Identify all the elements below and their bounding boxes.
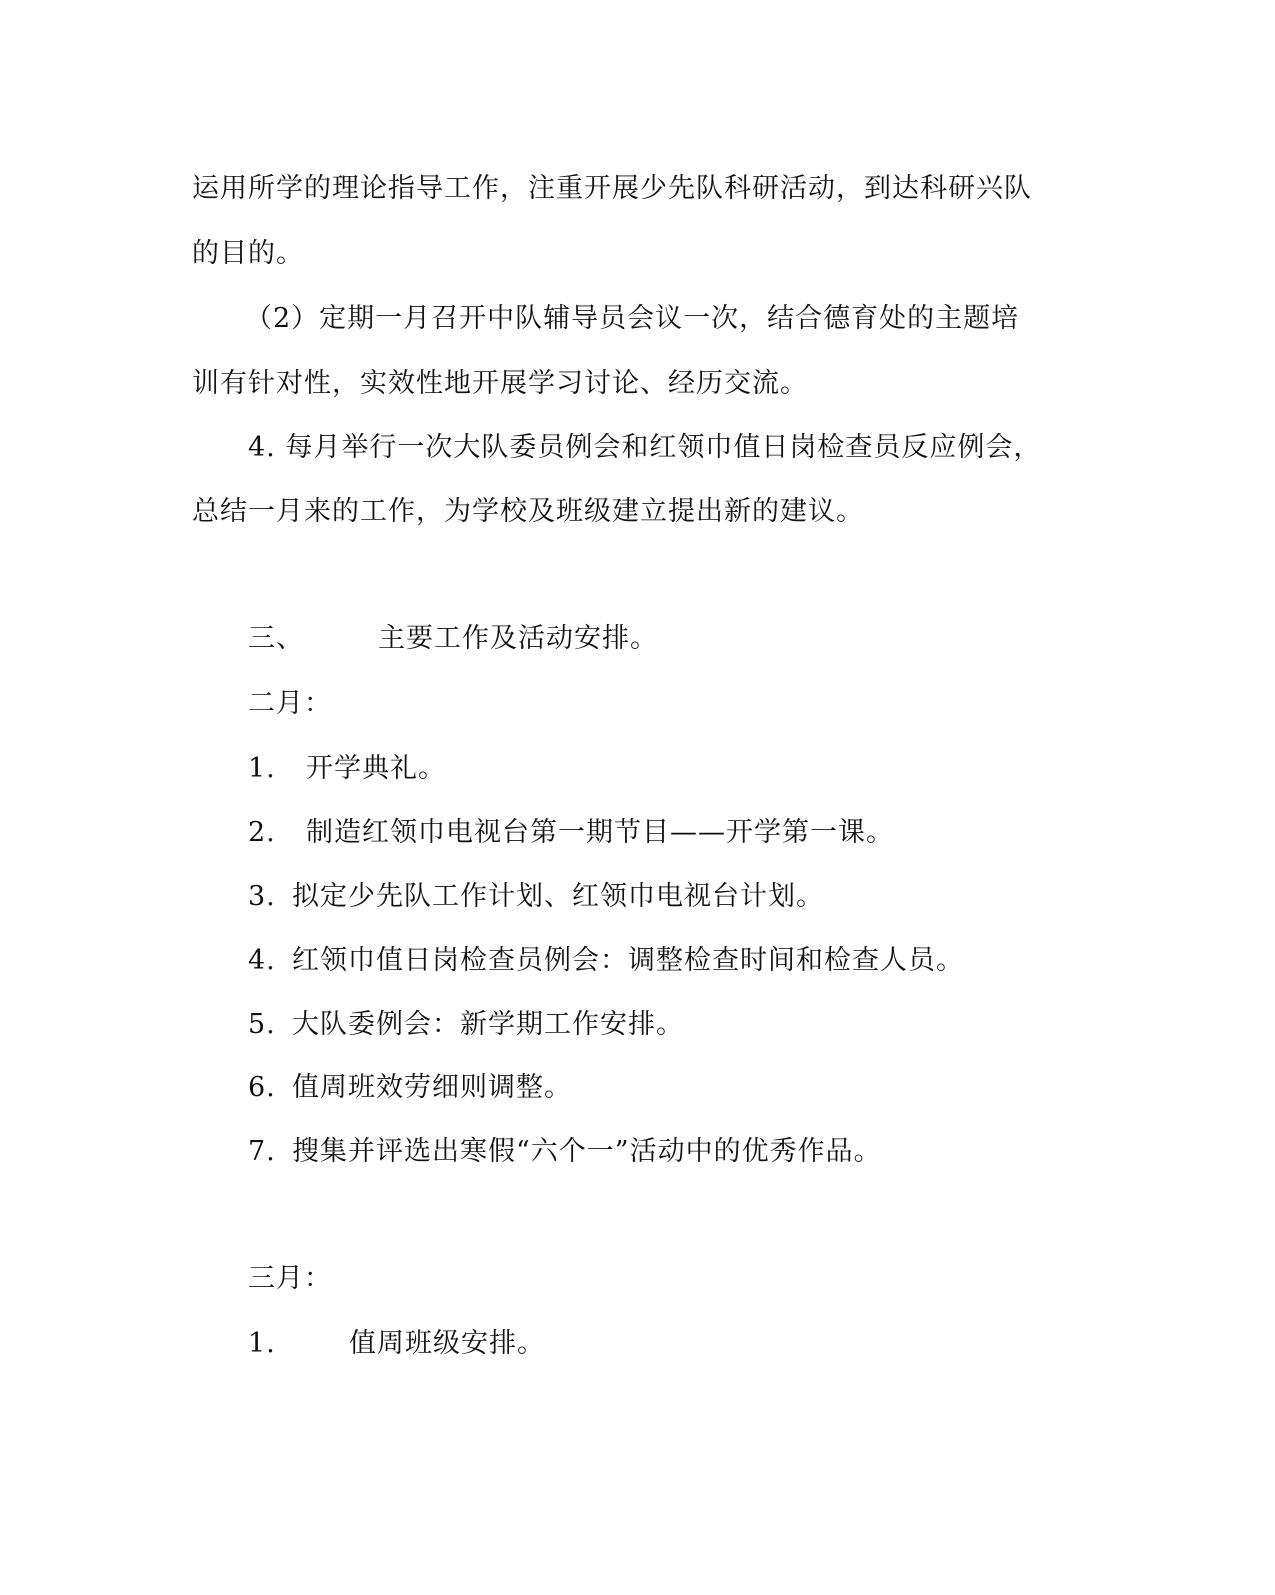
list-item-number: 5. (248, 1009, 276, 1040)
list-item-text: 红领巾值日岗检查员例会：调整检查时间和检查人员。 (292, 945, 964, 976)
paragraph-line: 的目的。 (192, 238, 304, 269)
list-item-number: 4. (248, 945, 276, 976)
month-heading: 三月： (248, 1263, 332, 1294)
section-title: 主要工作及活动安排。 (378, 623, 658, 654)
list-item-text: 值周班效劳细则调整。 (292, 1072, 572, 1103)
list-item-text: 开学典礼。 (306, 753, 446, 784)
section-number: 三、 (248, 623, 304, 654)
paragraph-line: 运用所学的理论指导工作，注重开展少先队科研活动，到达科研兴队 (192, 173, 1032, 204)
month-heading: 二月： (248, 688, 332, 719)
paragraph-line: （2）定期一月召开中队辅导员会议一次，结合德育处的主题培 (245, 303, 1020, 334)
list-item-text: 搜集并评选出寒假“六个一”活动中的优秀作品。 (292, 1136, 882, 1167)
list-item-number: 1. (248, 753, 276, 784)
list-item-number: 6. (248, 1072, 276, 1103)
list-item-number: 2. (248, 817, 276, 848)
list-item-text: 大队委例会：新学期工作安排。 (292, 1009, 684, 1040)
list-item-text: 拟定少先队工作计划、红领巾电视台计划。 (292, 881, 824, 912)
list-item-number: 3. (248, 881, 276, 912)
list-item-text: 制造红领巾电视台第一期节目——开学第一课。 (306, 817, 894, 848)
list-item-text: 值周班级安排。 (349, 1328, 545, 1359)
paragraph-line: 4. 每月举行一次大队委员例会和红领巾值日岗检查员反应例会， (248, 432, 1042, 463)
paragraph-line: 总结一月来的工作，为学校及班级建立提出新的建议。 (192, 496, 864, 527)
list-item-number: 7. (248, 1136, 276, 1167)
paragraph-line: 训有针对性，实效性地开展学习讨论、经历交流。 (192, 368, 808, 399)
list-item-number: 1. (248, 1328, 276, 1359)
